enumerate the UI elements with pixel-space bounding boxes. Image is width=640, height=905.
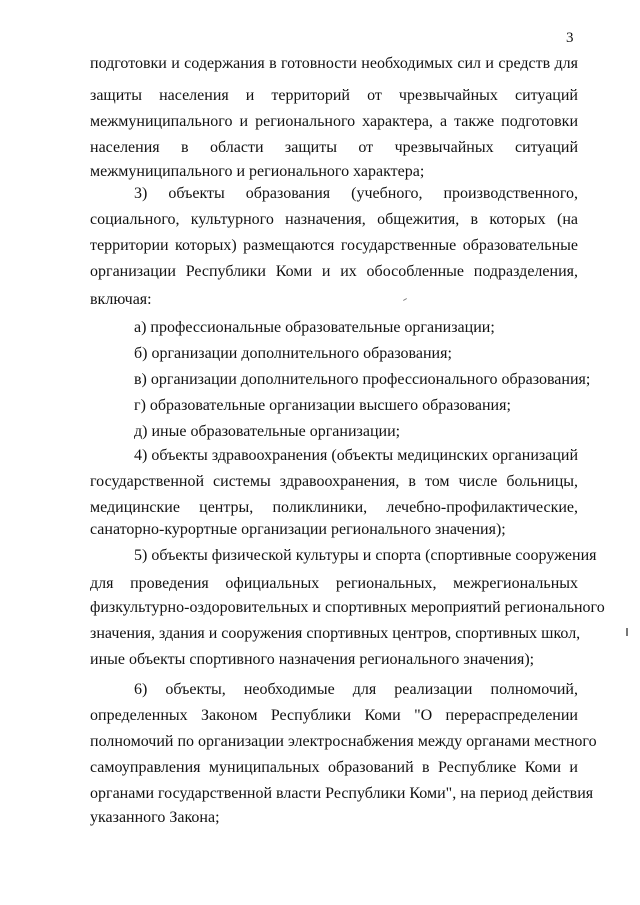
text-line: межмуниципального и регионального характера; <box>90 163 425 180</box>
text-line: защиты населения и территорий от чрезвычайных ситуаций <box>90 87 578 104</box>
page-number: 3 <box>566 30 574 46</box>
list-item: б) организации дополнительного образования; <box>134 345 452 362</box>
text-line: подготовки и содержания в готовности необходимых сил и средств для <box>90 55 578 72</box>
text-line: самоуправления муниципальных образований в Республике Коми и <box>90 759 578 776</box>
list-item: а) профессиональные образовательные организации; <box>134 319 495 336</box>
scan-speck <box>626 628 628 636</box>
text-line: 5) объекты физической культуры и спорта (спортивные сооружения <box>134 547 597 564</box>
text-line: определенных Законом Республики Коми "О перераспределении <box>90 707 578 724</box>
text-line: включая: <box>90 291 152 308</box>
text-line: санаторно-курортные организации регионального значения); <box>90 521 506 538</box>
text-line: 4) объекты здравоохранения (объекты медицинских организаций <box>134 447 578 464</box>
list-item: д) иные образовательные организации; <box>134 423 401 440</box>
text-line: организации Республики Коми и их обособленные подразделения, <box>90 263 578 280</box>
text-line: 3) объекты образования (учебного, производственного, <box>134 185 578 202</box>
list-item: г) образовательные организации высшего образования; <box>134 397 511 414</box>
text-line: социального, культурного назначения, общежития, в которых (на <box>90 211 578 228</box>
list-item: в) организации дополнительного профессионального образования; <box>134 371 591 388</box>
text-line: иные объекты спортивного назначения регионального значения); <box>90 651 535 668</box>
text-line: указанного Закона; <box>90 809 220 826</box>
text-line: населения в области защиты от чрезвычайных ситуаций <box>90 139 578 156</box>
text-line: государственной системы здравоохранения, в том числе больницы, <box>90 473 578 490</box>
text-line: территории которых) размещаются государственные образовательные <box>90 237 578 254</box>
text-line: 6) объекты, необходимые для реализации полномочий, <box>134 681 578 698</box>
text-line: органами государственной власти Республики Коми", на период действия <box>90 785 594 802</box>
text-line: физкультурно-оздоровительных и спортивных мероприятий регионального <box>90 599 605 616</box>
text-line: межмуниципального и регионального характера, а также подготовки <box>90 113 578 130</box>
text-line: медицинские центры, поликлиники, лечебно-профилактические, <box>90 499 578 516</box>
text-line: значения, здания и сооружения спортивных центров, спортивных школ, <box>90 625 581 642</box>
text-line: полномочий по организации электроснабжения между органами местного <box>90 733 597 750</box>
text-line: для проведения официальных региональных, межрегиональных <box>90 575 578 592</box>
